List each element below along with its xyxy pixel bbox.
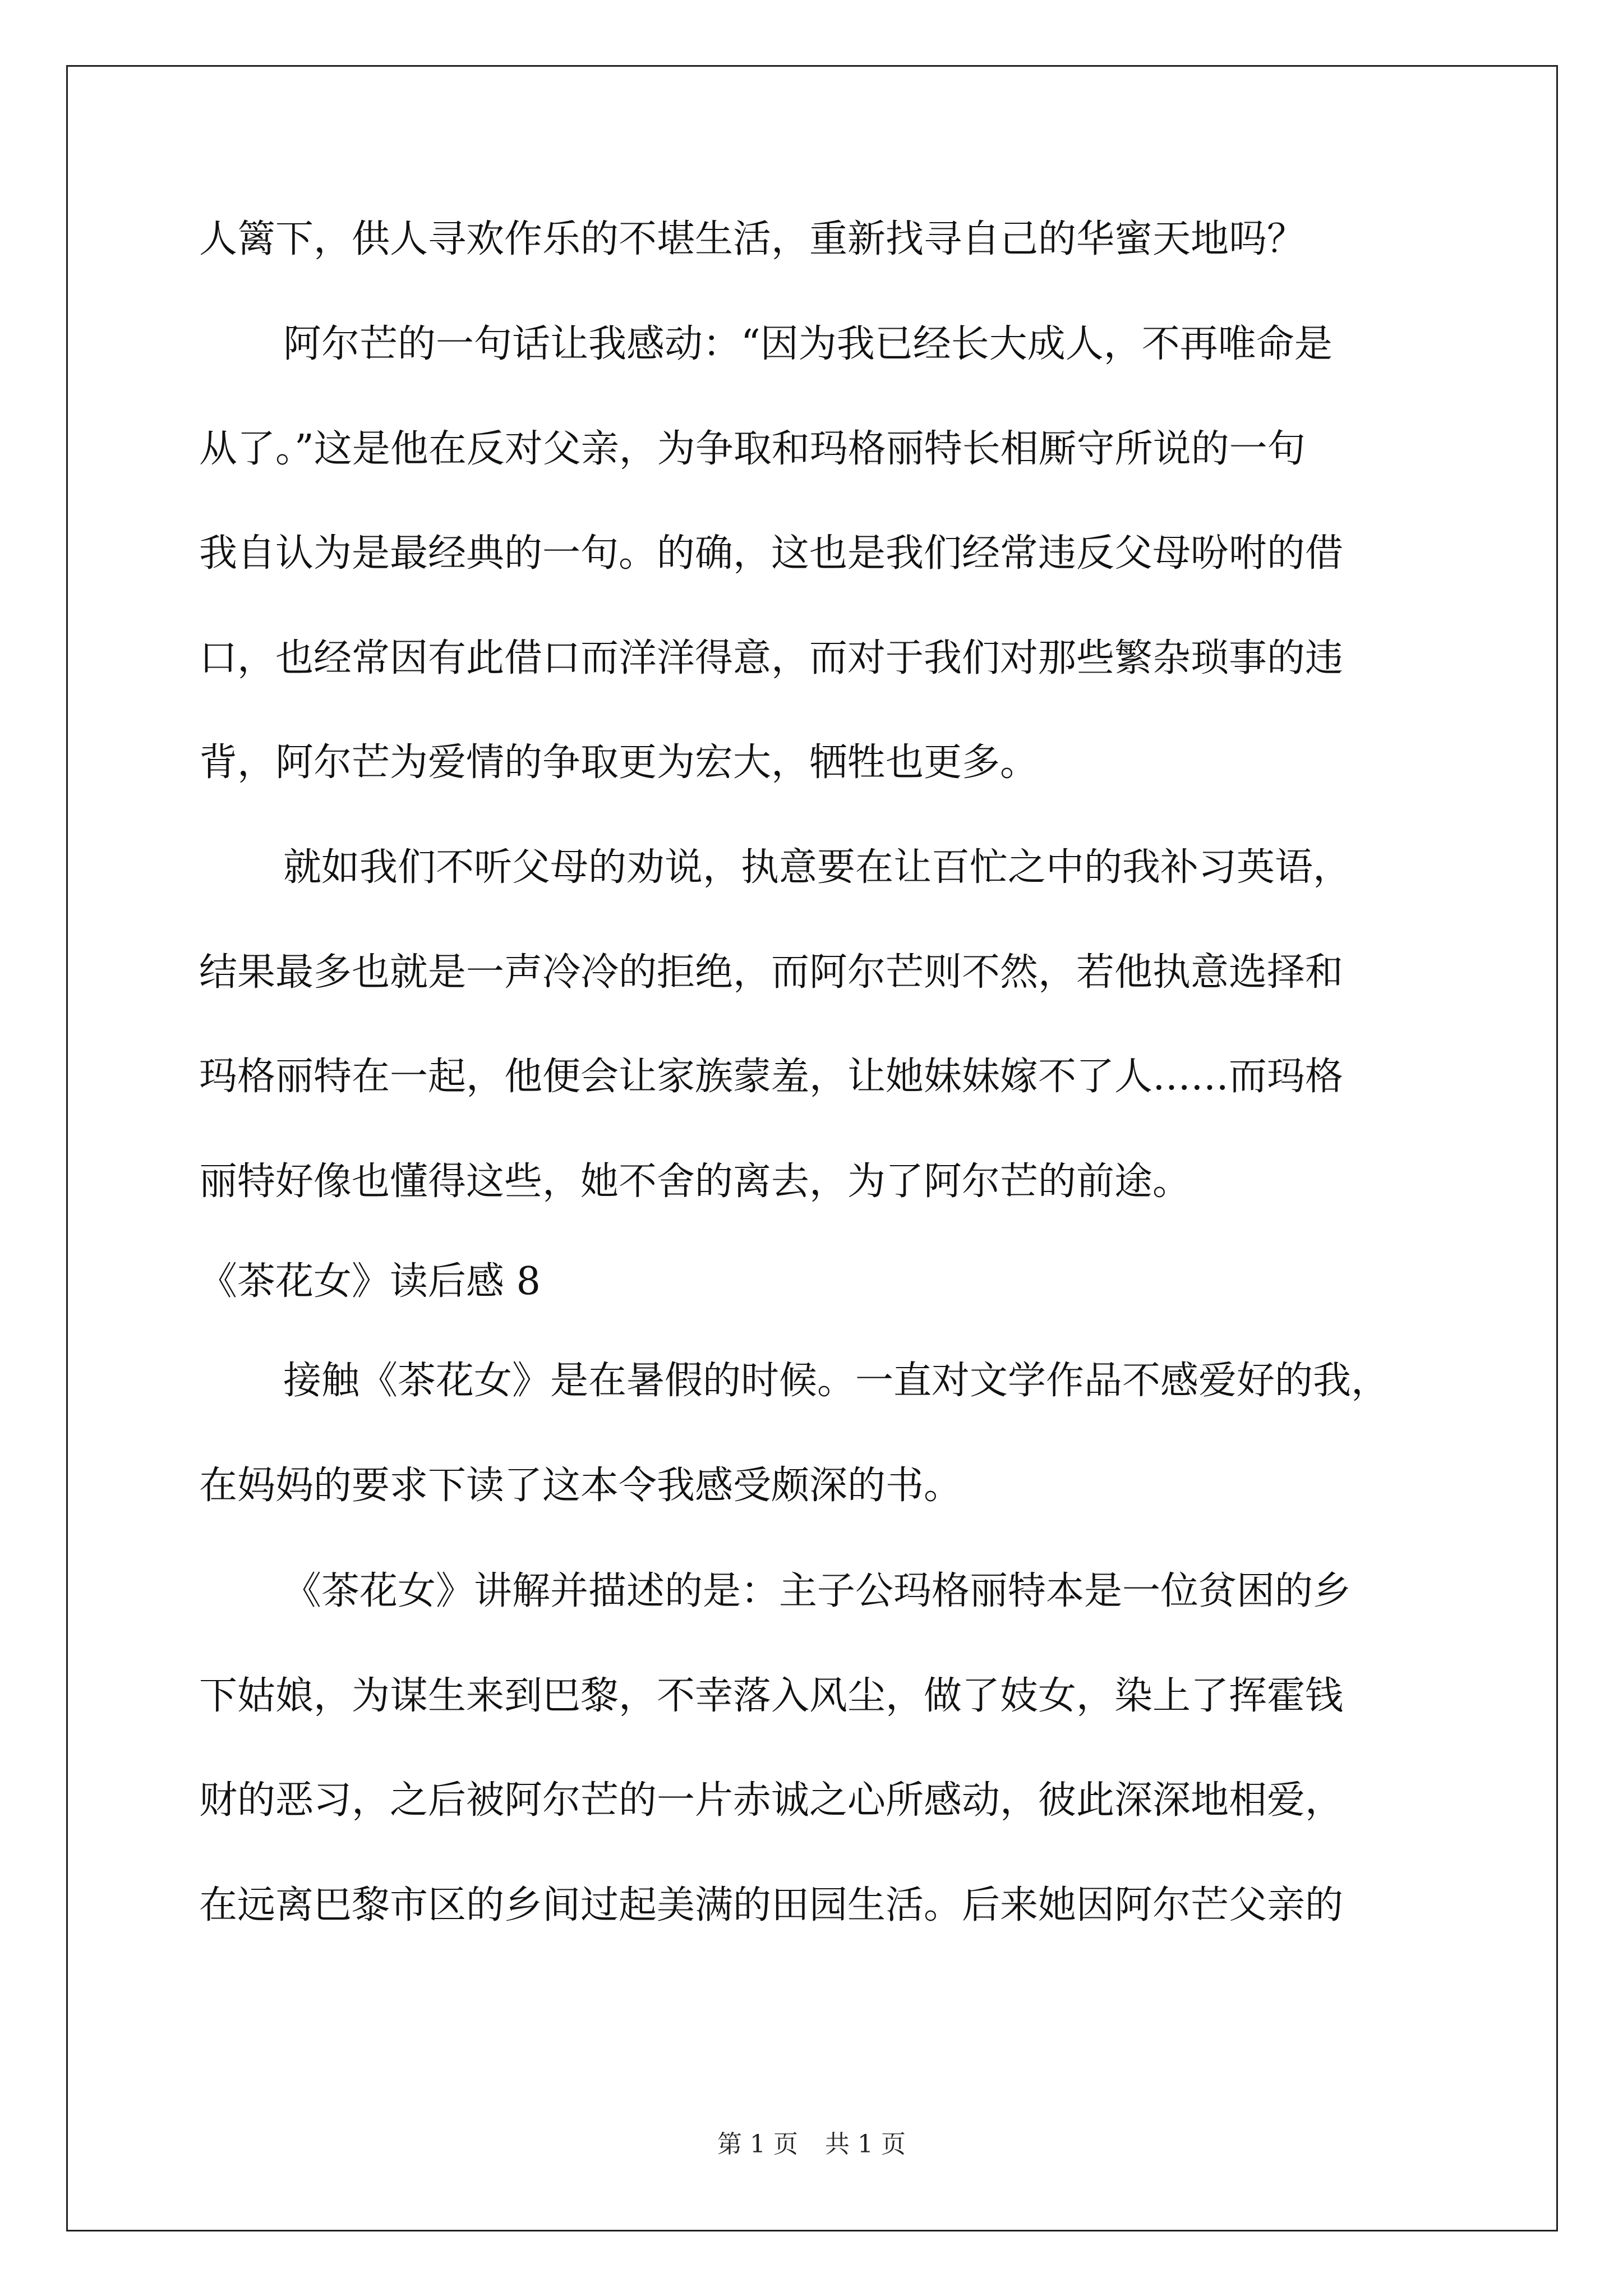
text-line: 在妈妈的要求下读了这本令我感受颇深的书。 [199, 1464, 962, 1508]
page-total: 共 1 页 [825, 2130, 906, 2159]
page-number: 第 1 页 [717, 2130, 798, 2159]
text-line: 背，阿尔芒为爱情的争取更为宏大，牺牲也更多。 [199, 740, 1039, 785]
text-line: 从了。”这是他在反对父亲，为争取和玛格丽特长相厮守所说的一句 [199, 427, 1306, 471]
page-footer [0, 2128, 1623, 2161]
paragraph-start: 接触《茶花女》是在暑假的时候。一直对文学作品不感爱好的我， [283, 1359, 1390, 1403]
text-line: 丽特好像也懂得这些，她不舍的离去，为了阿尔芒的前途。 [199, 1159, 1191, 1204]
text-line: 财的恶习，之后被阿尔芒的一片赤诚之心所感动，彼此深深地相爱， [199, 1778, 1344, 1823]
text-line: 下姑娘，为谋生来到巴黎，不幸落入风尘，做了妓女，染上了挥霍钱 [199, 1674, 1344, 1718]
text-line: 我自认为是最经典的一句。的确，这也是我们经常违反父母吩咐的借 [199, 531, 1344, 576]
text-line: 在远离巴黎市区的乡间过起美满的田园生活。后来她因阿尔芒父亲的 [199, 1883, 1344, 1927]
text-line: 结果最多也就是一声冷冷的拒绝，而阿尔芒则不然，若他执意选择和 [199, 950, 1344, 995]
text-line: 玛格丽特在一起，他便会让家族蒙羞，让她妹妹嫁不了人……而玛格 [199, 1055, 1344, 1099]
paragraph-start: 就如我们不听父母的劝说，执意要在让百忙之中的我补习英语， [283, 845, 1352, 890]
paragraph-start: 《茶花女》讲解并描述的是：主子公玛格丽特本是一位贫困的乡 [283, 1569, 1352, 1613]
section-heading: 《茶花女》读后感 8 [199, 1259, 541, 1304]
text-line: 人篱下，供人寻欢作乐的不堪生活，重新找寻自己的华蜜天地吗？ [199, 217, 1306, 261]
paragraph-start: 阿尔芒的一句话让我感动：“因为我已经长大成人，不再唯命是 [283, 322, 1332, 366]
text-line: 口，也经常因有此借口而洋洋得意，而对于我们对那些繁杂琐事的违 [199, 636, 1344, 680]
